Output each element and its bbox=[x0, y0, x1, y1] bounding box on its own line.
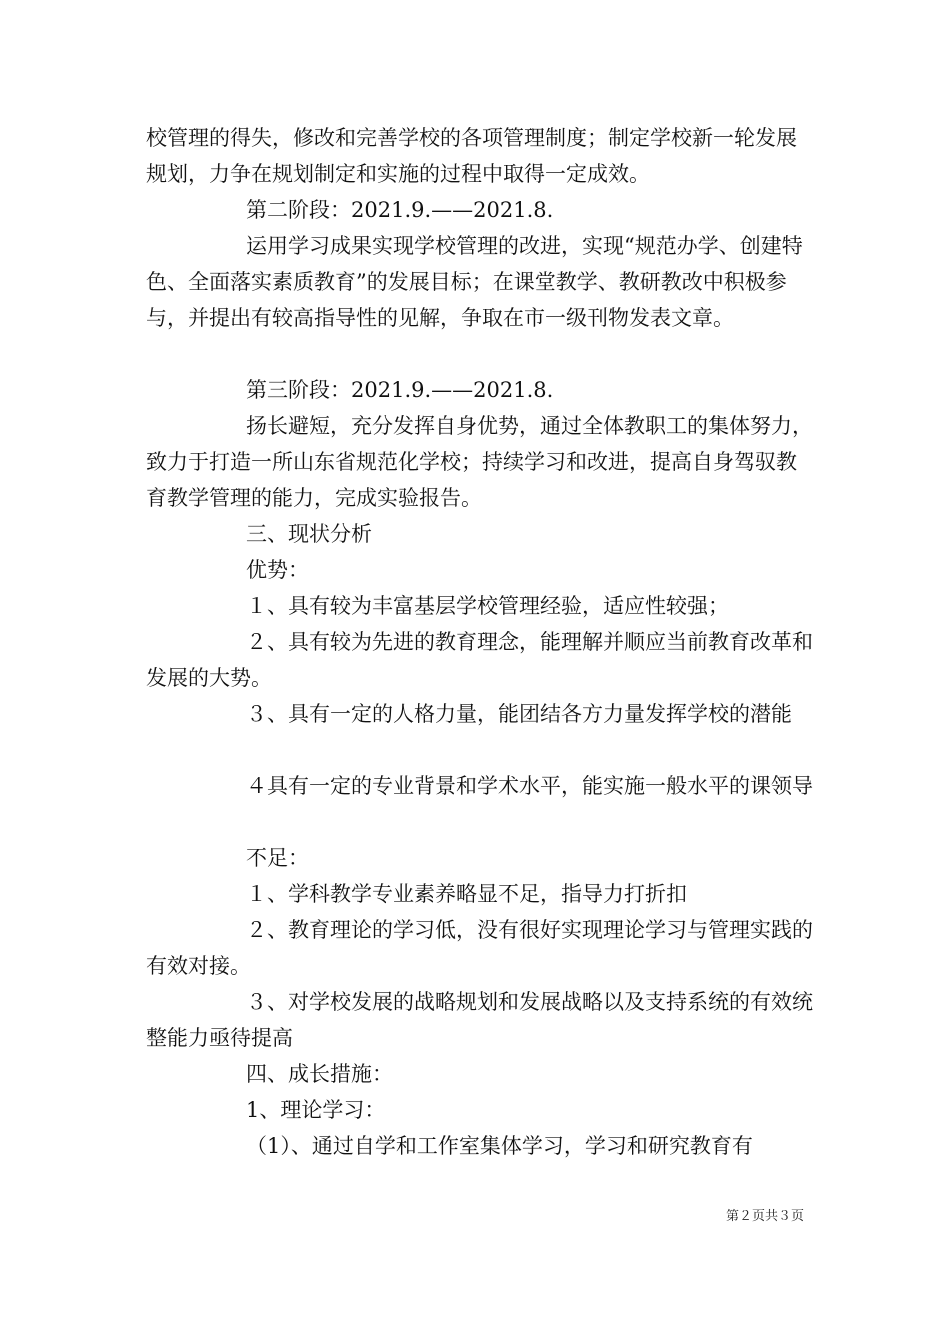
strength-item-2: ２、具有较为先进的教育理念，能理解并顺应当前教育改革和发展的大势。 bbox=[146, 630, 813, 690]
section-heading-status-analysis: 三、现状分析 bbox=[246, 522, 372, 546]
paragraph-stage3-heading: 第三阶段：2021.9.——2021.8. bbox=[246, 378, 554, 402]
weakness-item-2: ２、教育理论的学习低，没有很好实现理论学习与管理实践的有效对接。 bbox=[146, 918, 813, 978]
paragraph-stage1-end: 校管理的得失，修改和完善学校的各项管理制度；制定学校新一轮发展规划，力争在规划制定和实施的过程中取得一定成效。 bbox=[146, 126, 797, 186]
paragraph-stage2-heading: 第二阶段：2021.9.——2021.8. bbox=[246, 198, 554, 222]
weakness-item-1: １、学科教学专业素养略显不足，指导力打折扣 bbox=[246, 882, 687, 906]
weakness-item-3: ３、对学校发展的战略规划和发展战略以及支持系统的有效统整能力亟待提高 bbox=[146, 990, 813, 1050]
strength-item-4: ４具有一定的专业背景和学术水平，能实施一般水平的课领导 bbox=[246, 774, 813, 798]
paragraph-stage3-body: 扬长避短，充分发挥自身优势，通过全体教职工的集体努力，致力于打造一所山东省规范化学校；持续学习和改进，提高自身驾驭教育教学管理的能力，完成实验报告。 bbox=[146, 414, 813, 510]
strength-item-1: １、具有较为丰富基层学校管理经验，适应性较强； bbox=[246, 594, 729, 618]
subheading-strengths: 优势： bbox=[246, 558, 309, 582]
theory-study-item-1: （1）、通过自学和工作室集体学习，学习和研究教育有 bbox=[246, 1134, 753, 1158]
paragraph-stage2-body: 运用学习成果实现学校管理的改进，实现“规范办学、创建特色、全面落实素质教育”的发展目标；在课堂教学、教研教改中积极参与，并提出有较高指导性的见解，争取在市一级刊物发表文章。 bbox=[146, 234, 803, 330]
strength-item-3: ３、具有一定的人格力量，能团结各方力量发挥学校的潜能 bbox=[246, 702, 792, 726]
subheading-weaknesses: 不足： bbox=[246, 846, 309, 870]
page-footer-number: 第２页共３页 bbox=[725, 1209, 804, 1224]
section-heading-growth-measures: 四、成长措施： bbox=[246, 1062, 393, 1086]
subheading-theory-study: 1、理论学习： bbox=[246, 1098, 386, 1122]
